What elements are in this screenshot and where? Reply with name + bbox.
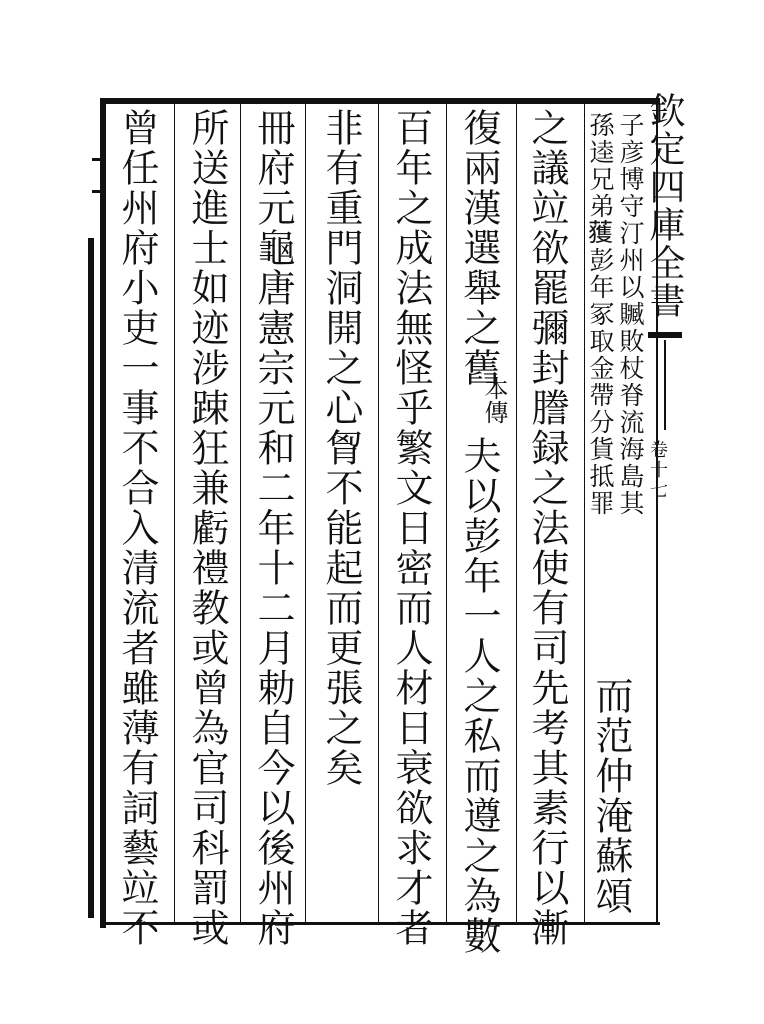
bottom-border: [100, 922, 660, 925]
column-3-note: 本傳: [480, 376, 508, 424]
column-divider: [584, 104, 585, 922]
gutter-mark: [92, 190, 100, 193]
column-divider: [446, 104, 447, 922]
column-2-text: 之議竝欲罷彌封謄録之法使有司先考其素行以漸: [525, 108, 569, 948]
column-8-text: 曾任州府小吏一事不合入清流者雖薄有詞藝竝不: [115, 108, 159, 948]
column-divider: [516, 104, 517, 922]
column-3-text-b: 夫以彭年一人之私而遵之為數: [457, 436, 501, 956]
gutter-mark: [92, 158, 100, 161]
column-4-text: 百年之成法無怪乎繁文日密而人材日衰欲求才者: [389, 108, 433, 948]
column-divider: [240, 104, 241, 922]
column-divider: [174, 104, 175, 922]
column-6-text: 冊府元龜唐憲宗元和二年十二月勅自今以後州府: [251, 108, 295, 948]
book-title: 欽定四庫全書: [644, 92, 685, 320]
column-1-small-left: 孫逵兄弟𫉬彭年冢取金帶分貨抵罪: [586, 112, 615, 517]
margin-line: [664, 340, 666, 430]
column-divider: [378, 104, 379, 922]
top-border: [100, 98, 660, 104]
juan-label: 卷十七: [647, 440, 668, 500]
column-5-text: 非有重門洞開之心胷不能起而更張之矣: [319, 108, 363, 788]
left-border: [100, 98, 106, 928]
column-1-small-right: 子彦博守汀州以贓敗杖脊流海島其: [616, 112, 645, 517]
column-divider: [305, 104, 306, 922]
column-1-text: 而范仲淹蘇頌: [589, 676, 633, 916]
column-3-text-a: 復兩漢選舉之舊: [457, 108, 501, 388]
gutter-mark: [88, 238, 94, 918]
column-7-text: 所送進士如迹涉踈狂兼虧禮教或曾為官司科罰或: [185, 108, 229, 948]
fish-tail-mark: [648, 332, 682, 338]
